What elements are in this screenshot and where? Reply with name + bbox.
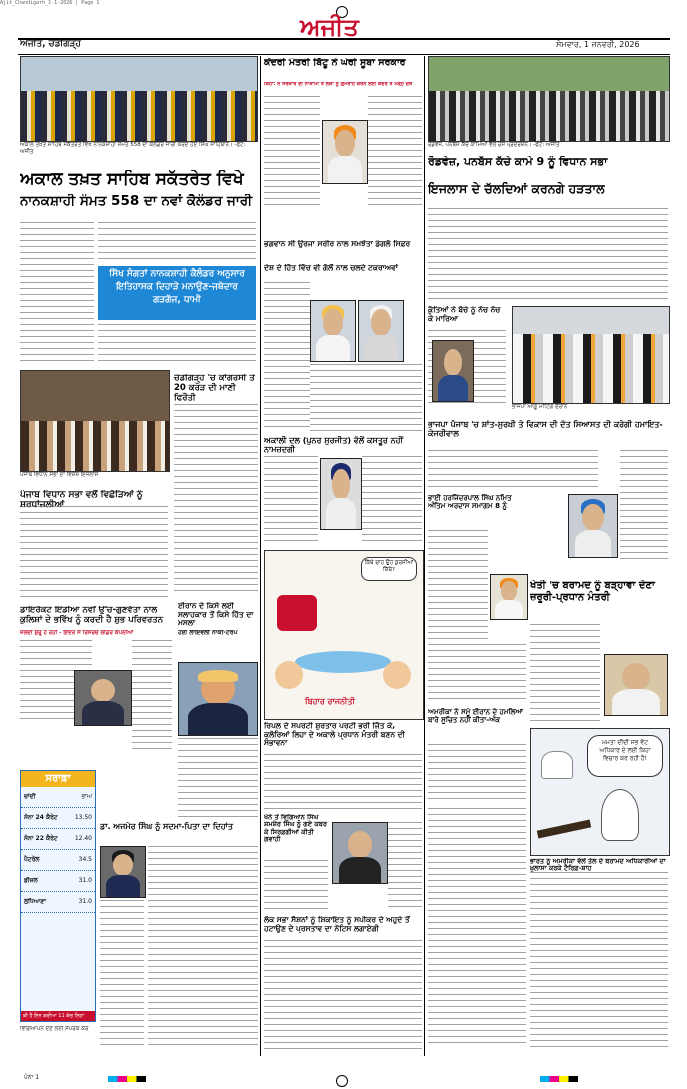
rate-row	[21, 787, 95, 808]
farm-export-headline: ਖੇਤੀ 'ਚ ਬਰਾਮਦ ਨੂੰ ਬੜ੍ਹਾਵਾ ਦੇਣਾ ਜ਼ਰੂਰੀ-ਪ੍ਰਧਾਨ ਮੰਤਰੀ	[530, 580, 655, 603]
rate-value: 34.5	[78, 856, 92, 863]
article-body	[264, 940, 422, 1050]
print-slug: Ajit_Chandigarh_1-1-2026 | Page 1	[0, 0, 100, 6]
mamata-figure	[601, 789, 639, 841]
article-body	[264, 860, 328, 912]
article-body	[428, 744, 526, 804]
center-headline-6: ਲੋਕ ਸਭਾ ਸੈਸ਼ਨਾਂ ਨੂੰ ਸ਼ਿਕਾਇਤ ਨੂੰ ਸਪੀਕਰ ਦੇ ਅਹੁਦੇ ਤੋਂ ਹਟਾਉਣ ਦੇ ਪ੍ਰਸਤਾਵ ਦਾ ਨੋਟਿਸ ਲਗਾਏਗੀ	[264, 916, 410, 933]
market-rates-box	[20, 770, 96, 1022]
political-cartoon	[264, 550, 424, 720]
article-body	[98, 324, 256, 364]
newspaper-title: ਅਜੀਤ	[300, 12, 359, 41]
article-body	[620, 450, 668, 560]
bjp-group-photo	[512, 306, 670, 404]
trump-portrait	[178, 662, 258, 736]
cartoon-figure	[383, 661, 411, 689]
obituary-headline: ਡਾ. ਅਜਮੇਰ ਸਿੰਘ ਨੂੰ ਸਦਮਾ-ਪਿਤਾ ਦਾ ਦਿਹਾਂਤ	[100, 822, 234, 831]
issue-date: ਸੋਮਵਾਰ, 1 ਜਨਵਰੀ, 2026	[556, 40, 640, 49]
rate-label: ਲੁਧਿਆਣਾ	[24, 898, 46, 905]
article-body	[310, 364, 422, 432]
article-body	[530, 624, 600, 724]
center-subhead-2: ਦੇਸ਼ ਦੇ ਹਿੱਤ ਵਿੱਚ ਵੀ ਗੱਲੋਂ ਨਾਲ ਚਲਦੇ ਟਕਰਾਅਵਾਂ	[264, 264, 399, 272]
center-headline-2: ਭਗਵਾਨ ਸੀ ਉਰਜਾ ਸਰੀਰ ਨਾਲ ਸਮਝੌਤਾ ਡੰਗਲੋ ਸਿਫ਼ਰ	[264, 240, 411, 248]
us-iran-headline: ਅਮਰੀਕਾ ਨੇ ਸਮੂੰ ਈਰਾਨ ਦੇ ਹਮਲਿਆਂ ਬਾਰੇ ਸੂਚਿਤ ਨਹੀਂ ਕੀਤਾ-ਅੰਕ	[428, 708, 524, 725]
photo-caption: ਪੰਜਾਬ ਵਿਧਾਨ ਸਭਾ ਦਾ ਵਿਸ਼ੇਸ਼ ਇਜਲਾਸ	[20, 472, 99, 478]
rate-label: ਸੋਨਾ 22 ਕੈਰੇਟ	[24, 835, 58, 842]
india-oil-headline: ਭਾਰਤ ਨੂੰ ਅਮਰੀਕਾ ਵੱਲੋਂ ਤੇਲ ਦੇ ਬਰਾਮਦ ਅਧਿਕਾਰੀਆਂ ਦਾ ਖ਼ੁਲਾਸਾ ਕਰਕੇ ਟੈਰਿਫ਼-ਸ਼ਾਹ	[530, 858, 666, 873]
rate-label: ਪੈਟਰੋਲ	[24, 856, 40, 863]
article-body	[530, 872, 668, 1050]
executive-portrait	[74, 670, 132, 726]
ardas-portrait	[490, 574, 528, 620]
article-body	[98, 222, 256, 262]
bjp-headline: ਭਾਜਪਾ ਪੰਜਾਬ 'ਚ ਸ਼ਾਂਤ-ਸੁਰਖ਼ੀ ਤੇ ਵਿਕਾਸ ਦੀ ਦੱਤ ਸਿਆਸਤ ਦੀ ਕਰੇਗੀ ਹਮਾਇਤ-ਕੇਜਰੀਵਾਲ	[428, 420, 663, 439]
article-body	[428, 450, 598, 492]
ardas-headline: ਭਾਈ ਹਰਜਿੰਦਰਪਾਲ ਸਿੰਘ ਨਮਿਤ ਅੰਤਿਮ ਅਰਦਾਸ ਸਮਾਗਮ 8 ਨੂੰ	[428, 494, 512, 511]
article-body	[100, 900, 144, 1046]
article-body	[428, 208, 668, 302]
cartoon-caption: ਬਿਹਾਰ ਰਾਜਨੀਤੀ	[305, 697, 355, 706]
child-portrait	[432, 340, 474, 402]
rate-value: 31.0	[78, 898, 92, 905]
rate-label: ਡੀਜ਼ਲ	[24, 877, 38, 884]
rate-row	[21, 892, 95, 913]
ghost-figure	[541, 751, 573, 779]
article-body	[174, 404, 258, 594]
side-headline: ਚੰਡੀਗੜ੍ਹ 'ਚ ਕਾਂਗਰਸੀ ਤੇ 20 ਕਰੋੜ ਦੀ ਮਾਣੀ ਫਿਰੌਤੀ	[174, 374, 255, 403]
photo-caption: ਰੋਡਵੇਜ਼, ਪਨਬੱਸ ਕੱਚੇ ਕਾਮਿਆਂ ਵੱਲੋਂ ਰੋਸ ਪ੍ਰਦਰਸ਼ਨ। -ਫੋਟੋ: ਅਜੀਤ	[428, 142, 560, 148]
article-body	[428, 530, 488, 640]
article-body	[388, 822, 422, 912]
article-body	[362, 456, 422, 546]
akali-portrait	[320, 458, 362, 530]
rate-value: ਭਾਅ	[81, 793, 92, 800]
roadways-headline-2: ਇਜਲਾਸ ਦੇ ਚੱਲਦਿਆਂ ਕਰਨਗੇ ਹੜਤਾਲ	[428, 182, 605, 196]
rate-value: 13.50	[74, 814, 92, 821]
article-body	[20, 222, 94, 364]
pm-portrait	[604, 654, 668, 716]
lead-headline-line2: ਨਾਨਕਸ਼ਾਹੀ ਸੰਮਤ 558 ਦਾ ਨਵਾਂ ਕੈਲੰਡਰ ਜਾਰੀ	[20, 194, 253, 209]
photo-caption: ਅਕਾਲ ਤਖ਼ਤ ਸਾਹਿਬ ਸਕੱਤਰੇਤ ਵਿਖੇ ਨਾਨਕਸ਼ਾਹੀ ਸੰਮਤ 558 ਦਾ ਕੈਲੰਡਰ ਜਾਰੀ ਕਰਦੇ ਹੋਏ ਸਿੰਘ ਸਾਹਿਬਾਨ। -ਫੋਟੋ: ਅਜੀਤ	[20, 142, 246, 155]
center-headline-5: ਖੰਨੇ ਤੋਂ ਵਿਗਿਆਨ ਸਿੰਘ ਸ਼ਮਸ਼ੇਰ ਸਿੰਘ ਨੂੰ ਗਏ ਕਬਰ ਕੇ ਸਿਰਫ਼ਗੀਆਂ ਕੀਤੀ ਗਵਾਹੀ	[264, 814, 327, 844]
roadways-headline-1: ਰੋਡਵੇਜ਼, ਪਨਬੱਸ ਕੱਚੇ ਕਾਮੇ 9 ਨੂੰ ਵਿਧਾਨ ਸਭਾ	[428, 156, 608, 168]
article-body	[178, 738, 258, 818]
trump-subhead: ਹੋਈ ਲਾਇਵਲੀ ਨਾਕੀ-ਟਰੰਪ	[178, 630, 238, 636]
page-label: ਪੰਨਾ 1	[24, 1074, 40, 1081]
cartoon-speech-bubble: ਮਮਤਾ ਦੀਦੀ ਸਭ ਵੋਟ ਅਧਿਕਾਰ ਦੇ ਲਈ ਕਿਹਾ ਵਿਚਾਰ ਕਰ ਰਹੀ ਹੈ!	[587, 735, 663, 777]
rate-value: 31.0	[78, 877, 92, 884]
rates-title: ਸਰਾਫ਼ਾ	[21, 771, 95, 787]
edition-label: ਅਜੀਤ, ਚੰਡੀਗੜ੍ਹ	[20, 39, 81, 49]
article-body	[148, 846, 258, 1046]
article-body	[264, 96, 320, 208]
rate-row	[21, 850, 95, 871]
tree-branch	[537, 819, 591, 838]
center-portrait	[332, 822, 388, 884]
bittu-headline: ਕੇਂਦਰੀ ਮੰਤਰੀ ਬਿੱਟੂ ਨੇ ਘੇਰੀ ਸੂਬਾ ਸਰਕਾਰ	[264, 58, 406, 68]
lead-headline-line1: ਅਕਾਲ ਤਖ਼ਤ ਸਾਹਿਬ ਸਕੱਤਰੇਤ ਵਿਖੇ	[20, 170, 244, 189]
article-body	[428, 644, 526, 704]
column-rule	[424, 56, 425, 1056]
cartoon-chair	[277, 595, 317, 631]
rate-label: ਸੋਨਾ 24 ਕੈਰੇਟ	[24, 814, 58, 821]
cartoon-water	[295, 651, 391, 673]
bittu-subhead: ਕਿਹਾ: ਨੋ ਸਰਕਾਰ ਦੀ ਨਾਕਾਮੀ ਤੋਂ ਲੋਕਾਂ ਨੂੰ ਗੁਮਰਾਹ ਕਰਨ ਲਈ ਕੇਂਦਰ ਤੇ ਮੜ੍ਹੇ ਦੋਸ਼	[264, 82, 413, 87]
rate-row	[21, 808, 95, 829]
rate-label: ਚਾਂਦੀ	[24, 793, 36, 800]
kejriwal-portrait	[568, 494, 618, 558]
rate-row	[21, 871, 95, 892]
sikh-leader-portrait-2	[358, 300, 404, 362]
article-body	[264, 754, 422, 810]
color-bar	[540, 1076, 578, 1082]
article-body	[264, 456, 318, 546]
mamata-cartoon	[530, 728, 670, 856]
direct-india-headline: ਡਾਇਰੈਕਟ ਇੰਡੀਆ ਨਵੀਂ ਉੱਚ-ਗੁਣਵੱਤਾ ਨਾਲ ਕੁਲਿਸ਼ਾਂ ਦੇ ਭਵਿੱਖ ਨੂੰ ਕਰਦੀ ਹੈ ਸ਼ੁਭ ਪਰਿਵਰਤਨ	[20, 606, 164, 625]
photo-caption: ਭਾਜਪਾ ਆਗੂ ਮੀਟਿੰਗ ਦੌਰਾਨ	[512, 404, 568, 410]
article-body	[428, 808, 526, 1048]
rate-row	[21, 829, 95, 850]
trump-headline: ਈਰਾਨ ਦੇ ਕਿਸੇ ਲਈ ਸਲਾਹਕਾਰ ਤੋਂ ਕਿਸੇ ਹਿੱਤ ਦਾ ਮਸਲਾ	[178, 602, 254, 628]
cartoon-speech-bubble: ਕਿੱਥੇ ਚਾਹ ਉਹ ਕੁਰਸੀਆਂ ਕਿੱਥੇ?	[361, 557, 417, 581]
color-bar	[108, 1076, 146, 1082]
article-body	[20, 506, 168, 602]
assembly-photo	[20, 370, 170, 472]
column-rule	[260, 56, 261, 1056]
ad-line: ਵਿਗਿਆਪਨ ਦੇਣ ਲਈ ਸੰਪਰਕ ਕਰੋ	[20, 1026, 89, 1032]
rates-footer: ਕੀ ਹੈ ਇਨ ਕਰੀਆ 11 ਕੱਚ ਲਿਹਾ	[21, 1011, 95, 1021]
assembly-headline: ਪੰਜਾਬ ਵਿਧਾਨ ਸਭਾ ਵਲੋਂ ਵਿਛੋੜਿਆਂ ਨੂੰ	[20, 490, 143, 500]
info-box: ਸਿੱਖ ਸੰਗਤਾਂ ਨਾਨਕਸ਼ਾਹੀ ਕੈਲੰਡਰ ਅਨੁਸਾਰ ਇਤਿਹਾਸਕ ਦਿਹਾੜੇ ਮਨਾਉਣ-ਜਥੇਦਾਰ ਗੜਗੱਜ, ਧਾਮੀ	[98, 266, 256, 320]
page-footer	[0, 1072, 687, 1089]
cartoon-figure	[275, 661, 303, 689]
article-body	[264, 282, 310, 432]
obituary-portrait	[100, 846, 146, 898]
sgpc-calendar-photo	[20, 56, 258, 142]
center-headline-4: ਰਿਪਲ ਦੇ ਸਪਰਟੀ ਸ਼ੁਰਤਾਰ ਪਰਟੀ ਭਰੀ ਜਿੱਤ ਕੇ, ਕਲੋਰਿਆਂ ਲਿਹਾ ਦੇ ਅਕਾਲੇ ਪ੍ਰਧਾਨ ਮੰਤਰੀ ਬਣਨ ਦੀ ਸੰਭਾਵਨਾ	[264, 722, 405, 748]
protest-photo	[428, 56, 670, 142]
bittu-portrait	[322, 120, 368, 184]
akali-headline: ਅਕਾਲੀ ਦਲ (ਪੁਨਰ ਸੁਰਜੀਤ) ਵੱਲੋਂ ਕਸਤੂਰ ਨਹੀਂ ਨਾਮਜ਼ਦਗੀ	[264, 436, 403, 455]
article-body	[368, 96, 422, 208]
article-body	[132, 640, 172, 750]
direct-india-subhead: ਜ਼ਲਦੀ ਸ਼ੁਰੂ ਹੋ ਰਹੀ - ਇੰਦਰ ਸੋ ਰਿਸਰਚ ਲੀਡਰ ਕੰਪਨੀਆਂ	[20, 630, 134, 636]
rate-value: 12.40	[74, 835, 92, 842]
sikh-leader-portrait	[310, 300, 356, 362]
dog-attack-headline: ਕੁੱਤਿਆਂ ਨੇ ਬੱਚੇ ਨੂੰ ਨੋਚ ਨੋਚ ਕੇ ਮਾਰਿਆ	[428, 306, 501, 323]
